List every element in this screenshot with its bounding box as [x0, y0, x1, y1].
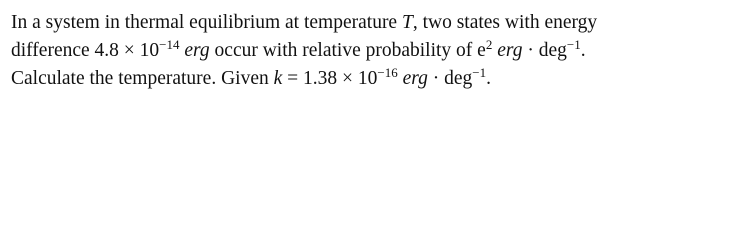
deg-exponent-2: −1 — [472, 65, 487, 80]
line3-end: . — [486, 68, 491, 89]
problem-line-3 — [11, 65, 749, 93]
line3-eq: = 1.38 × 10 — [282, 68, 378, 89]
line2-end: . — [580, 40, 586, 61]
deg-text: · deg — [522, 40, 567, 61]
deg-exponent: −1 — [566, 37, 581, 52]
line2-mid: occur with relative probability of e — [209, 40, 486, 61]
boltzmann-symbol: k — [273, 68, 283, 89]
line3-lead: Calculate the temperature. Given — [11, 68, 274, 89]
line1-intro: In a system in thermal equilibrium at temperature — [11, 12, 402, 33]
problem-line-1 — [11, 9, 749, 37]
deg-text-2: · deg — [427, 68, 473, 89]
line2-lead: difference 4.8 × 10 — [11, 40, 160, 61]
probability-exponent: 2 — [485, 37, 493, 52]
problem-line-2 — [11, 37, 749, 65]
erg-unit: erg — [184, 40, 210, 61]
boltzmann-exponent: −16 — [377, 65, 398, 80]
temperature-symbol: T — [401, 12, 413, 33]
energy-exponent: −14 — [159, 37, 180, 52]
problem-text — [0, 0, 749, 106]
erg-unit-3: erg — [402, 68, 428, 89]
erg-unit-2: erg — [497, 40, 523, 61]
line1-rest: , two states with energy — [412, 12, 598, 33]
